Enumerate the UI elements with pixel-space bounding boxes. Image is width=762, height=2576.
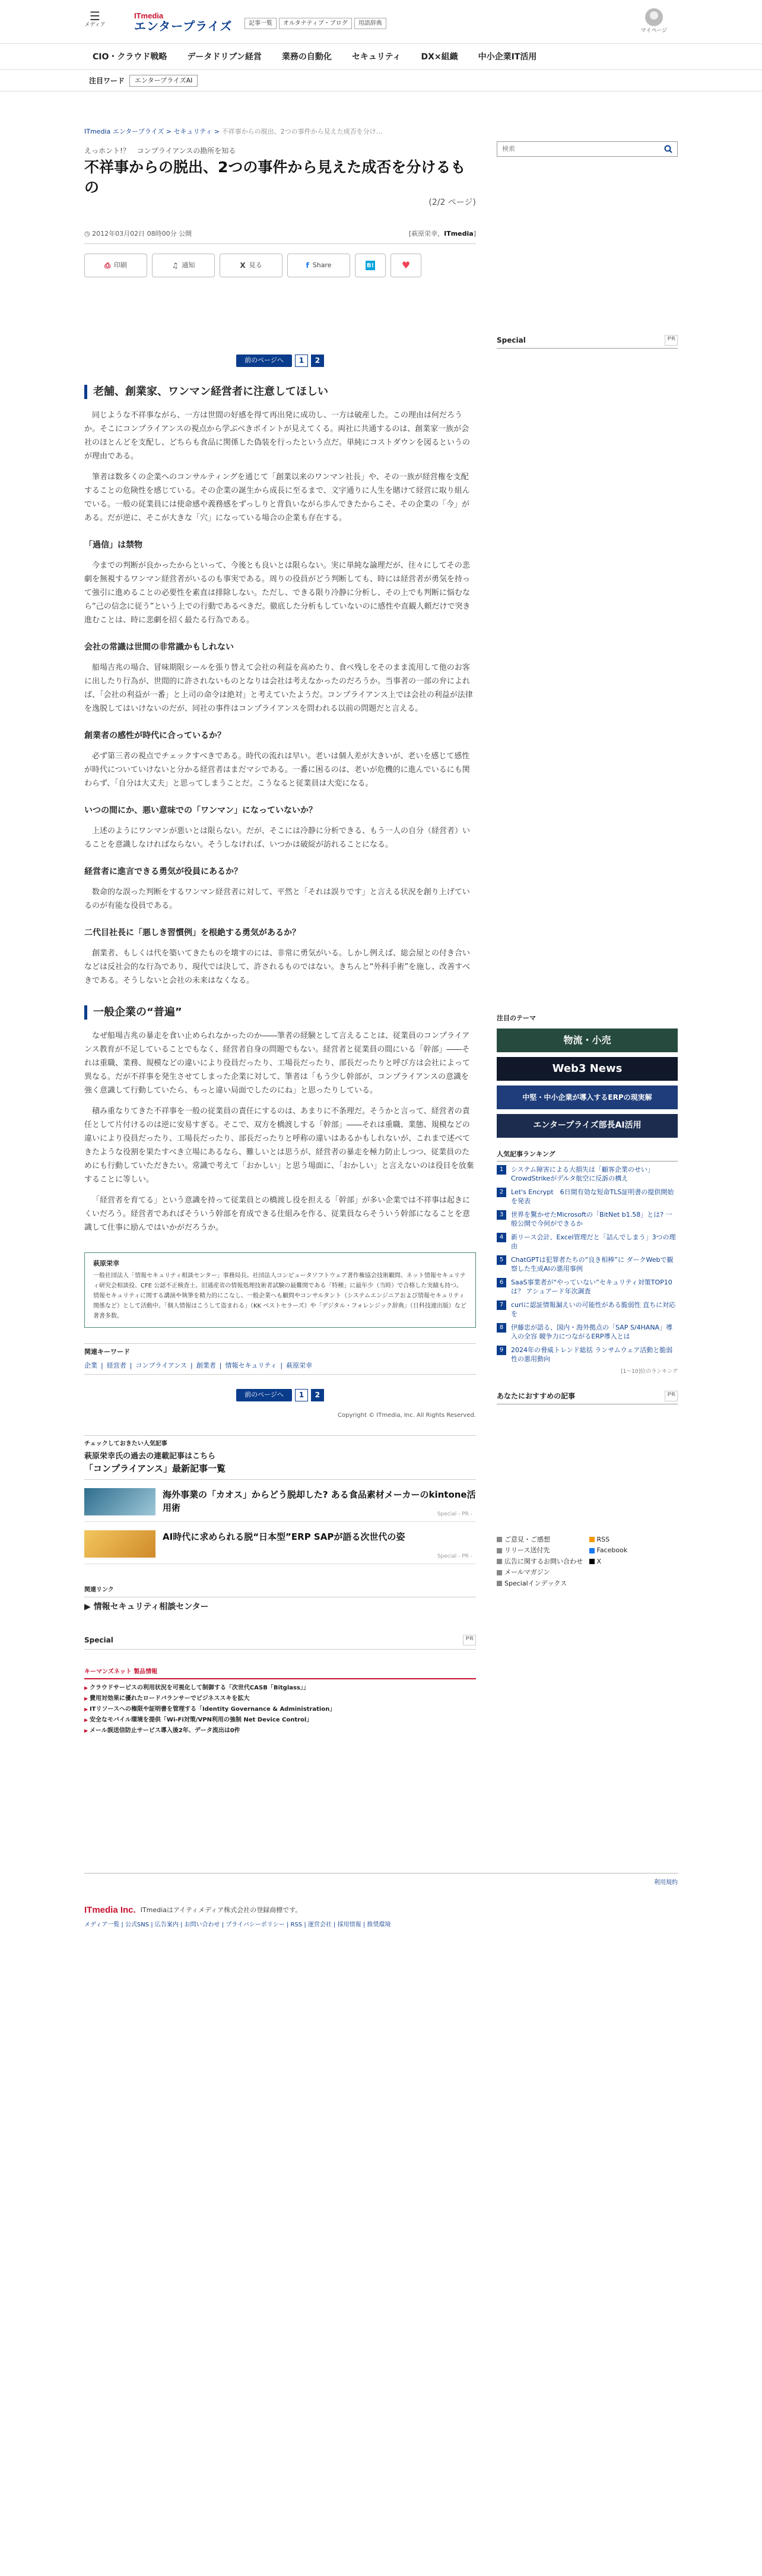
footer-trademark: ITmediaはアイティメディア株式会社の登録商標です。 [140, 1906, 302, 1914]
crumb-current: 不祥事からの脱出、2つの事件から見えた成否を分け… [221, 128, 383, 135]
facebook-icon [589, 1548, 595, 1553]
page-1-link[interactable]: 1 [295, 1389, 308, 1401]
page-2-current: 2 [311, 1389, 324, 1401]
keyword-link[interactable]: 企業 [84, 1361, 97, 1369]
publish-date: ◷ 2012年03月02日 08時00分 公開 [84, 229, 192, 238]
sub-heading: いつの間にか、悪い意味での「ワンマン」になっていないか？ [84, 805, 317, 815]
ranking-item[interactable]: 1 システム障害による大損失は「顧客企業のせい」 CrowdStrikeがデルタ航空に反訴の構え [497, 1165, 678, 1183]
main-nav [0, 44, 762, 70]
article-kicker: えっホント!？ コンプライアンスの勘所を知る [84, 146, 236, 155]
list-item[interactable]: 海外事業の「カオス」からどう脱却した? ある食品素材メーカーのkintone活用術 Special - PR - [84, 1488, 476, 1522]
section-heading-2: 一般企業の“普遍” [84, 1005, 476, 1020]
list-item[interactable]: ▶ ITリソースへの権限や証明書を管理する「Identity Governance & Administration」 [84, 1704, 476, 1715]
special-bottom: Special PR [84, 1635, 476, 1650]
ranking-list [497, 1165, 678, 1363]
list-item[interactable]: ▶ クラウドサービスの利用状況を可視化して制御する「次世代CASB「Bitglass」」 [84, 1683, 476, 1694]
keyword-link[interactable]: 情報セキュリティ [225, 1361, 277, 1369]
sidebar-footer-links [497, 1535, 678, 1589]
pr-icon: PR [665, 335, 678, 346]
related-heading: 関連リンク [84, 1586, 476, 1597]
theme-banner-erp[interactable]: 中堅・中小企業が導入するERPの現実解 [497, 1086, 678, 1109]
keyword-list: 企業 | 経営者 | コンプライアンス | 創業者 | 情報セキュリティ | 萩原栄幸 [84, 1361, 476, 1375]
breadcrumb: ITmedia エンタープライズ > セキュリティ > 不祥事からの脱出、2つの事件から見えた成否を分け… [84, 128, 383, 135]
ranking-heading: 人気記事ランキング [497, 1150, 678, 1162]
paragraph: 同じような不祥事ながら、一方は世間の好感を得て再出発に成功し、一方は破産した。この理由は何だろうか。そこにコンプライアンスの視点から学ぶべきポイントが見えてくる。両社に共通するのは、創業家一族が会社のほとんどを支配し、どちらも食品に関係した偽装を行ったという点だ。単純にコストダウンを図るというのが理由である。 [84, 410, 471, 461]
author-profile [84, 1252, 476, 1328]
paragraph: 船場吉兆の場合、冒味期限シールを張り替えて会社の利益を高めたり、食べ残しをそのまま流用して他のお客に出したり行為が、世間的に許されないものとなりは会社は考えなかったのだろうか。当事者の一部の弁によれば、「会社の利益が一番」と上司の命令は絶対」と考えていたようだ。コンプライアンス上では会社の利益が法律を逸脱してはいけないのだが、同社の事件はコンプライアンスを問われる以前の問題だと言える。 [84, 663, 473, 713]
recommended-series-link[interactable]: 萩原栄幸氏の過去の連載記事はこちら [84, 1451, 216, 1461]
paragraph: 創業者、もしくは代を築いてきたものを壊すのには、非常に勇気がいる。しかし例えば、総会屋との付き合いなどは反社会的な行為であり、現代では決して、許されるものではない。きちんと“外科手術”を施し、改善すべきである。そうしないと会社の未来はなくなる。 [84, 948, 471, 985]
footer-logo[interactable]: ITmedia Inc. [84, 1904, 136, 1915]
site-logo[interactable] [134, 12, 238, 36]
theme-banner-web3[interactable]: Web3 News [497, 1057, 678, 1081]
special-index-link[interactable]: Specialインデックス [497, 1579, 586, 1589]
share-bar [84, 254, 476, 277]
recommended-heading: チェックしておきたい人気記事 [84, 1440, 167, 1447]
square-icon [497, 1581, 502, 1586]
list-item[interactable]: ▶ 費用対効果に優れたロードバランサーでビジネススキを拡大 [84, 1694, 476, 1704]
facebook-icon: f [306, 261, 309, 270]
press-link[interactable]: リリース送付先 [497, 1546, 586, 1556]
sub-heading: 「過信」は禁物 [84, 540, 142, 550]
terms-link[interactable]: 利用規約 [654, 1879, 678, 1886]
user-icon [645, 8, 663, 26]
logo-main: エンタープライズ [134, 20, 233, 33]
page-footer [84, 1873, 678, 1942]
pr-icon: PR [463, 1635, 476, 1645]
ranking-item[interactable]: 2 Let's Encrypt 6日間有効な短命TLS証明書の提供開始を発表 [497, 1188, 678, 1205]
keyword-link[interactable]: 萩原栄幸 [286, 1361, 313, 1369]
page-2-current: 2 [311, 355, 324, 367]
top-link-blog[interactable]: オルタナティブ・ブログ [279, 18, 352, 29]
x-icon [589, 1559, 595, 1564]
search-input[interactable]: 検索 [502, 145, 515, 153]
ranking-more-link[interactable]: [1〜10]位のランキング [621, 1369, 678, 1375]
notify-button[interactable]: ♫ 通知 [152, 254, 215, 277]
attention-bar [0, 70, 762, 91]
top-links [245, 18, 386, 29]
keyword-link[interactable]: コンプライアンス [135, 1361, 188, 1369]
pagination-bottom [84, 1389, 476, 1401]
thumbnail [84, 1530, 155, 1558]
menu-button[interactable]: ☰ メディア [84, 9, 106, 28]
top-link-glossary[interactable]: 用語辞典 [354, 18, 386, 29]
mail-icon [497, 1570, 502, 1575]
author: [萩原栄幸，ITmedia] [408, 229, 476, 238]
top-header [0, 0, 762, 44]
facebook-link[interactable]: Facebook [589, 1546, 678, 1556]
nav-smb[interactable]: 中小企業IT活用 [478, 52, 537, 62]
keyman-products [84, 1667, 476, 1736]
paragraph: 今までの判断が良かったからといって、今後とも良いとは限らない。実に単純な論理だが、往々にしてその悲劇を無視するワンマン経営者がいるのも事実である。周りの役員がどう判断しても、時には経営者が勇気を持って強引に進めることの必要性を素直は排除しない。ただし、できる限り冷静に分析し、その上でも判断に悩むなら“己の信念に従う”という上での行動であるべきだ。徹底した分析もしていないのに感性や直観人頼だけで突き進むことは、時に悲劇を招く最たる行為である。 [84, 561, 471, 625]
pocket-icon: ♥ [401, 260, 411, 271]
recommended [84, 1435, 476, 1564]
paragraph: 筆者は数多くの企業へのコンサルティングを通じて「創業以来のワンマン社長」や、その一族が経営権を支配することの危険性を感じている。その企業の誕生から成長に至るまで、文字通りに人生を賭けて経営に取り組んでいる。一般の従業員には使命感や義務感をずっしりと背負いながら歩んできたからこそ、その企業の「今」がある。だが逆に、そこが大きな「穴」になっている場合の企業も存在する。 [84, 472, 470, 523]
paragraph: 必ず第三者の視点でチェックすべきである。時代の流れは早い。老いは個人差が大きいが、老いを感じて感性が時代についていけないと分かる経営者はまだマシである。一番に困るのは、老いが危機的に進んでいるにも関わらず、「自分は大丈夫」と思ってしまうことだ。こうなると従業員は大変になる。 [84, 751, 470, 788]
copyright: Copyright © ITmedia, Inc. All Rights Reserved. [338, 1412, 476, 1419]
ranking-item[interactable]: 8 伊藤忠が語る、国内・海外拠点の「SAP S/4HANA」導入の全容 競争力につながるERP導入とは [497, 1323, 678, 1341]
ad-link[interactable]: 広告に関するお問い合わせ [497, 1557, 586, 1567]
nav-cio[interactable]: CIO・クラウド戦略 [93, 52, 167, 62]
paragraph: 「経営者を育てる」という意識を持って従業員との橋渡し役を担える「幹部」が多い企業では不祥事は起きにくいだろう。経営者であればそういう幹部を育成できる仕組みを作る、従業員ならそういう幹部になることを意識して仕事に励んではいかがだろうか。 [84, 1195, 471, 1232]
bell-icon: ♫ [172, 261, 179, 270]
pagination-top [84, 355, 476, 367]
paragraph: 数命的な誤った判断をするワンマン経営者に対して、平然と「それは誤りです」と言える状況を創り上げているのが有能な役員である。 [84, 887, 470, 910]
thumbnail [84, 1488, 155, 1515]
square-icon [497, 1537, 502, 1542]
search-button[interactable] [659, 142, 677, 156]
mypage-button[interactable]: マイページ [636, 8, 672, 36]
hatena-icon: B! [366, 261, 375, 270]
section-heading-1: 老舗、創業家、ワンマン経営者に注意してほしい [84, 385, 476, 399]
footer-links[interactable]: メディア一覧 | 公式SNS | 広告案内 | お問い合わせ | プライバシーポリシー | RSS | 運営会社 | 採用情報 | 推奨環境 [84, 1922, 391, 1928]
article-column [84, 127, 476, 1736]
square-icon [497, 1548, 502, 1553]
related-link[interactable]: ▶ 情報セキュリティ相談センター [84, 1602, 209, 1612]
pocket-share-button[interactable] [390, 254, 421, 277]
rss-link[interactable]: RSS [589, 1535, 678, 1545]
prev-page-button[interactable]: 前のページへ [236, 1389, 292, 1401]
hamburger-icon: ☰ [90, 9, 100, 23]
crumb-security[interactable]: セキュリティ [173, 128, 212, 135]
nav-data[interactable]: データドリブン経営 [187, 52, 262, 62]
profile-text: 一般社団法人「情報セキュリティ相談センター」事務局長。社団法人コンピュータソフトウェア著作権協会技術顧問、ネット情報セキュリティ研究会相談役、CFE 公認不正検査士。旧通産省の情報処理技術者試験の最難関である「特種」に最年少（当時）で合格した実績も持つ。情報セキュリティに関する講演や執筆を精力的にこなし、一般企業へも顧問やコンサルタント（システムエンジニアおよび情報セキュリティ関係など）として活動中。「個人情報はこうして盗まれる」（KK ベストセラーズ）や「デジタル・フォレンジック辞典」（日科技連出版）など著書多数。 [93, 1273, 466, 1319]
ranking-item[interactable]: 9 2024年の脅威トレンド総括 ランサムウェア活動と脆弱性の悪用動向 [497, 1346, 678, 1363]
x-link[interactable]: X [589, 1557, 678, 1567]
paragraph: なぜ船場吉兆の暴走を食い止められなかったのか――筆者の経験として言えることは、従業員のコンプライアンス教育が不足していることでもなく、経営者自身の問題でもない。経営者と従業員の間にいる「幹部」――それは重職、業務、規模などの違いにより役員だったり、工場長だったり、部長だったりと呼び方は会社によって異なる。だが不祥事を発生させてしまった企業に対して、筆者は「もう少し幹部が、コンプライアンスの意識を強く意識して行動していたら、もっと違い局面でしたのにね」と思ったりしている。 [84, 1031, 471, 1095]
logo-top: ITmedia [134, 11, 164, 20]
page-indicator: (2/2 ページ) [428, 197, 476, 207]
attention-tag[interactable]: エンタープライズAI [129, 75, 198, 87]
attention-label: 注目ワード [89, 77, 125, 85]
article-meta [84, 229, 476, 245]
nav-security[interactable]: セキュリティ [351, 52, 401, 62]
footer-brand [84, 1904, 678, 1917]
ranking-item[interactable]: 5 ChatGPTは犯罪者たちの“良き相棒”に ダークWebで観察した生成AIの悪用事例 [497, 1255, 678, 1273]
nav-dx[interactable]: DX×組織 [421, 52, 458, 62]
search-icon [664, 145, 672, 153]
ranking-item[interactable]: 3 世界を驚かせたMicrosoftの「BitNet b1.58」とは? 一般公開で今何ができるか [497, 1210, 678, 1228]
ranking-item[interactable]: 4 新リース会計、Excel管理だと「詰んでしまう」3つの理由 [497, 1233, 678, 1251]
paragraph: 積み重なりてきた不祥事を一般の従業員の責任にするのは、あまりに不条理だ。そうかと言って、経営者の責任として片付けるのは逆に安易すぎる。そこで、双方を橋渡しする「幹部」――それは重職、業態、規模などの違いにより役員だったり、工場長だったり、部長だったりと呼称の違いはあるかもしれないが、これまで述べてきたような役割を果たすべき立場にあるなら、難しいとは思うが、経営者の暴走を極力防止しつつ、従業員のためにも行動していただきたい。常識で考えて「おかしい」と思う場面に、「おかしい」と言えないのは役目を放棄することに等しい。 [84, 1106, 474, 1184]
keyword-link[interactable]: 経営者 [106, 1361, 126, 1369]
x-share-button[interactable]: X 見る [220, 254, 282, 277]
sidebar [497, 127, 678, 1736]
page-1-link[interactable]: 1 [295, 355, 308, 367]
search-box [497, 141, 678, 157]
square-icon [497, 1559, 502, 1564]
top-link-articles[interactable]: 記事一覧 [245, 18, 277, 29]
keyman-heading: キーマンズネット 製品情報 [84, 1667, 476, 1679]
theme-banner-ai[interactable]: エンタープライズ部長AI活用 [497, 1114, 678, 1138]
crumb-home[interactable]: ITmedia エンタープライズ [84, 128, 164, 135]
related-links [84, 1586, 476, 1613]
print-button[interactable]: ⎙ 印刷 [84, 254, 147, 277]
sub-heading: 経営者に進言できる勇気が役員にあるか？ [84, 866, 242, 876]
keywords [84, 1343, 476, 1375]
special-heading: Special PR [497, 335, 678, 349]
hatena-share-button[interactable] [355, 254, 386, 277]
ranking-item[interactable]: 7 curlに認証情報漏えいの可能性がある脆弱性 直ちに対応を [497, 1300, 678, 1318]
mail-link[interactable]: メールマガジン [497, 1568, 586, 1578]
sub-heading: 会社の常識は世間の非常識かもしれない [84, 642, 234, 652]
nav-automation[interactable]: 業務の自動化 [281, 52, 332, 62]
theme-heading: 注目のテーマ [497, 1014, 536, 1022]
sub-heading: 創業者の感性が時代に合っているか？ [84, 730, 226, 740]
recommend-heading: あなたにおすすめの記事 PR [497, 1391, 678, 1404]
rss-icon [589, 1537, 595, 1542]
list-item[interactable]: ▶ 安全なモバイル環境を提供「Wi-Fi対策/VPN利用の強制 Net Device Control」 [84, 1715, 476, 1726]
profile-heading: 萩原栄幸 [93, 1259, 119, 1267]
clock-icon: ◷ [84, 229, 93, 238]
facebook-share-button[interactable]: f Share [287, 254, 350, 277]
list-item[interactable]: ▶ メール誤送信防止サービス導入後2年、データ流出は0件 [84, 1726, 476, 1736]
recommended-latest-link[interactable]: 「コンプライアンス」最新記事一覧 [84, 1462, 476, 1480]
theme-banner-logistics[interactable]: 物流・小売 [497, 1028, 678, 1052]
keyword-link[interactable]: 創業者 [196, 1361, 216, 1369]
paragraph: 上述のようにワンマンが悪いとは限らない。だが、そこには冷静に分析できる、もう一人の自分（経営者）いることを意識しなければならない。そうしなければ、いつかは破綻が訪れることになる。 [84, 826, 471, 849]
sub-heading: 二代目社長に「悪しき習慣例」を根絶する勇気があるか？ [84, 928, 300, 938]
x-icon: X [240, 261, 246, 270]
page-title: 不祥事からの脱出、2つの事件から見えた成否を分けるもの [84, 158, 466, 196]
pr-icon: PR [665, 1391, 678, 1401]
print-icon: ⎙ [104, 261, 110, 270]
ranking-item[interactable]: 6 SaaS事業者が“やっていない”セキュリティ対策TOP10は？ アシュアード年次調査 [497, 1278, 678, 1296]
keywords-heading: 関連キーワード [84, 1348, 130, 1356]
prev-page-button[interactable]: 前のページへ [236, 355, 292, 367]
list-item[interactable]: AI時代に求められる脱“日本型”ERP SAPが語る次世代の姿 Special - PR - [84, 1530, 476, 1564]
feedback-link[interactable]: ご意見・ご感想 [497, 1535, 586, 1545]
